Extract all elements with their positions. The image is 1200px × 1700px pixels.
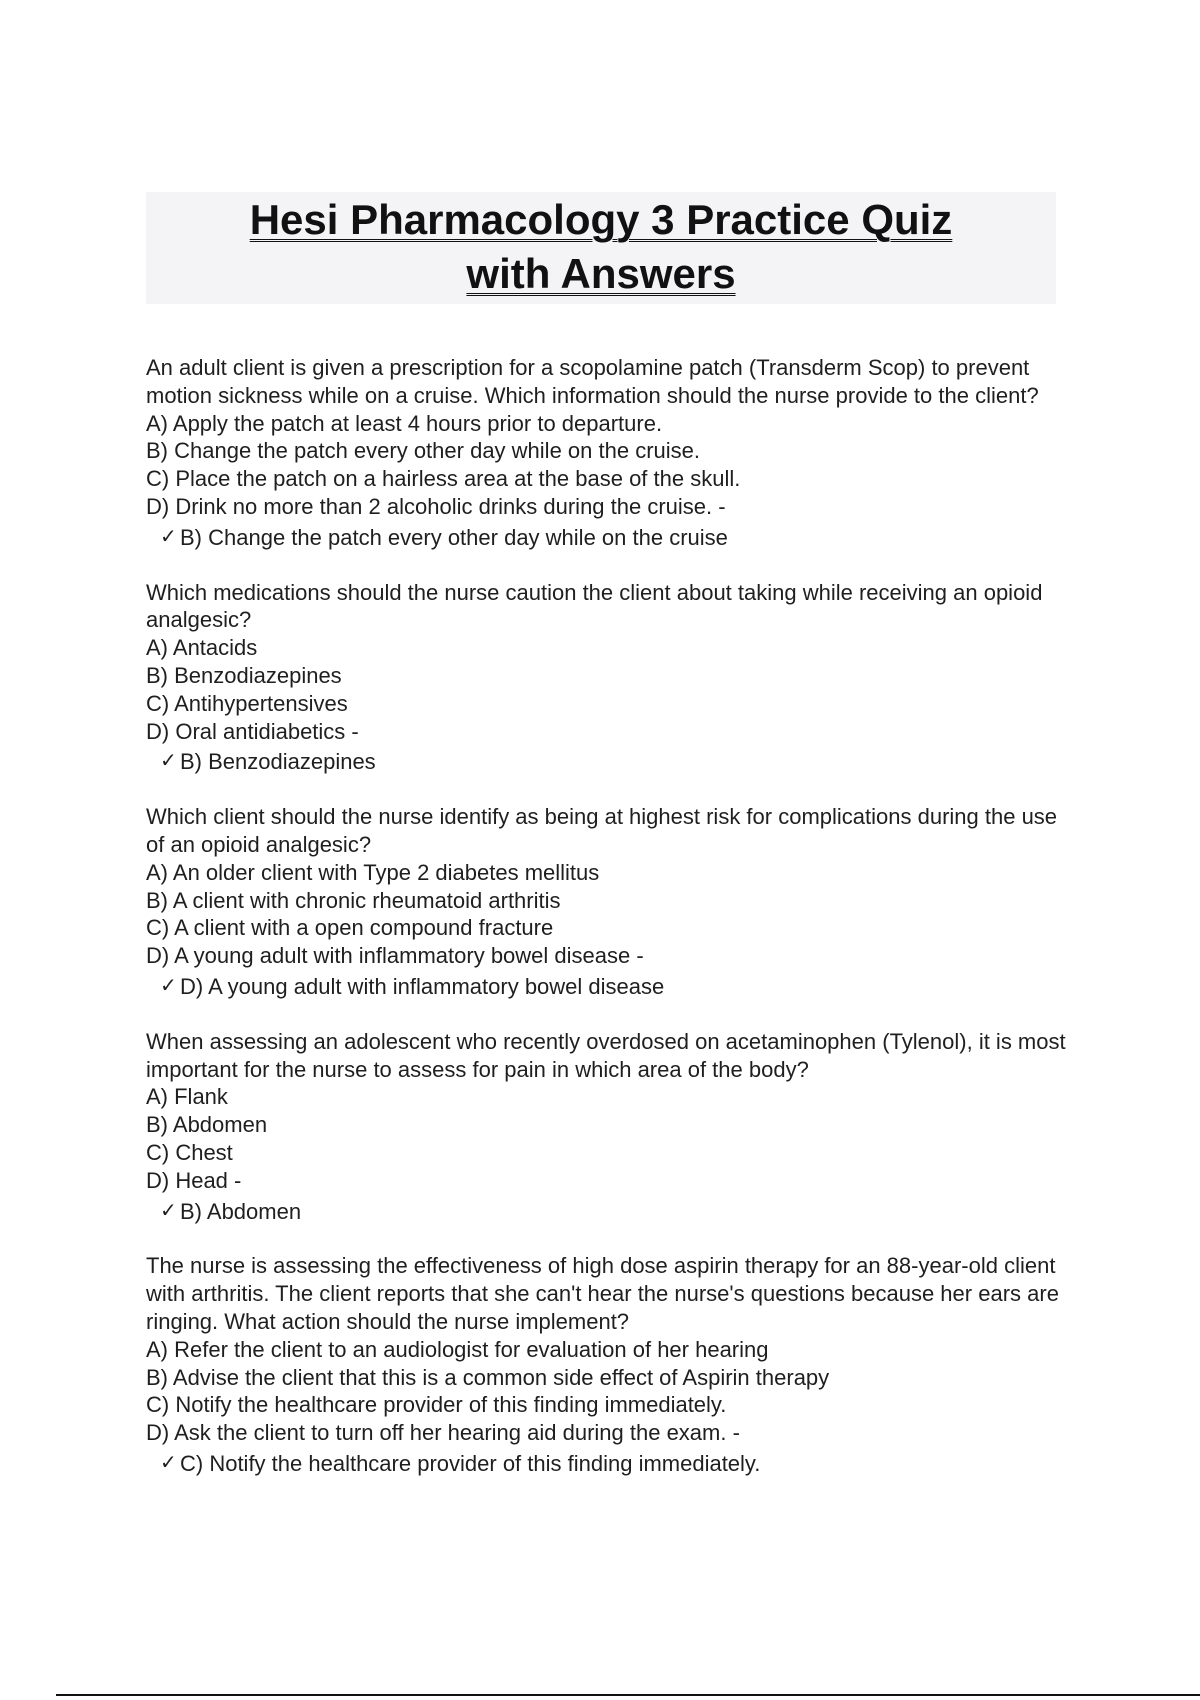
question-3 <box>146 803 1066 1001</box>
correct-answer-text: C) Notify the healthcare provider of this finding immediately. <box>180 1450 761 1476</box>
correct-answer-text: B) Abdomen <box>180 1198 302 1224</box>
question-option: C) Notify the healthcare provider of this finding immediately. <box>146 1392 727 1418</box>
questions-list <box>146 354 1066 1505</box>
question-option: D) Head - <box>146 1167 242 1193</box>
document-title-line-1: Hesi Pharmacology 3 Practice Quiz <box>249 196 953 243</box>
document-title-box <box>146 192 1056 304</box>
question-option: A) Flank <box>146 1084 228 1110</box>
question-option: D) Oral antidiabetics - <box>146 718 359 744</box>
correct-answer <box>146 973 1066 1001</box>
question-option: A) Refer the client to an audiologist for evaluation of her hearing <box>146 1336 769 1362</box>
question-stem: An adult client is given a prescription for a scopolamine patch (Transderm Scop) to prevent motion sickness while on a cruise. Which information should the nurse provide to the client? <box>146 355 1039 408</box>
question-1 <box>146 354 1066 552</box>
question-option: B) Benzodiazepines <box>146 662 342 688</box>
correct-answer-text: D) A young adult with inflammatory bowel disease <box>180 973 665 999</box>
question-stem: The nurse is assessing the effectiveness of high dose aspirin therapy for an 88-year-old client with arthritis. The client reports that she can't hear the nurse's questions because her ears are ringing. What action should the nurse implement? <box>146 1253 1059 1334</box>
question-option: A) Apply the patch at least 4 hours prior to departure. <box>146 410 663 436</box>
check-icon: ✓ <box>160 750 177 773</box>
correct-answer <box>146 1198 1066 1226</box>
page-bottom-rule <box>56 1694 1200 1696</box>
question-5 <box>146 1252 1066 1477</box>
question-option: C) A client with a open compound fracture <box>146 915 554 941</box>
correct-answer-text: B) Benzodiazepines <box>180 749 376 775</box>
question-option: B) Change the patch every other day while on the cruise. <box>146 438 700 464</box>
question-2 <box>146 579 1066 777</box>
question-option: B) Advise the client that this is a common side effect of Aspirin therapy <box>146 1364 830 1390</box>
question-option: C) Place the patch on a hairless area at the base of the skull. <box>146 466 741 492</box>
question-option: A) Antacids <box>146 635 258 661</box>
question-option: A) An older client with Type 2 diabetes mellitus <box>146 859 600 885</box>
correct-answer-text: B) Change the patch every other day while on the cruise <box>180 524 728 550</box>
question-option: D) A young adult with inflammatory bowel disease - <box>146 943 644 969</box>
question-option: D) Drink no more than 2 alcoholic drinks during the cruise. - <box>146 493 726 519</box>
check-icon: ✓ <box>160 974 177 997</box>
check-icon: ✓ <box>160 1199 177 1222</box>
question-stem: When assessing an adolescent who recently overdosed on acetaminophen (Tylenol), it is most important for the nurse to assess for pain in which area of the body? <box>146 1028 1066 1082</box>
question-option: C) Antihypertensives <box>146 690 348 716</box>
document-title-line-2: with Answers <box>466 250 736 297</box>
correct-answer <box>146 524 1066 552</box>
correct-answer <box>146 1450 1066 1478</box>
check-icon: ✓ <box>160 525 177 548</box>
question-stem: Which client should the nurse identify as being at highest risk for complications during the use of an opioid analgesic? <box>146 804 1058 857</box>
question-stem: Which medications should the nurse caution the client about taking while receiving an opioid analgesic? <box>146 579 1043 633</box>
question-option: D) Ask the client to turn off her hearing aid during the exam. - <box>146 1420 740 1446</box>
question-4 <box>146 1028 1066 1226</box>
question-option: C) Chest <box>146 1139 233 1165</box>
correct-answer <box>146 748 1066 776</box>
question-option: B) Abdomen <box>146 1112 268 1138</box>
check-icon: ✓ <box>160 1451 177 1474</box>
question-option: B) A client with chronic rheumatoid arthritis <box>146 887 561 913</box>
